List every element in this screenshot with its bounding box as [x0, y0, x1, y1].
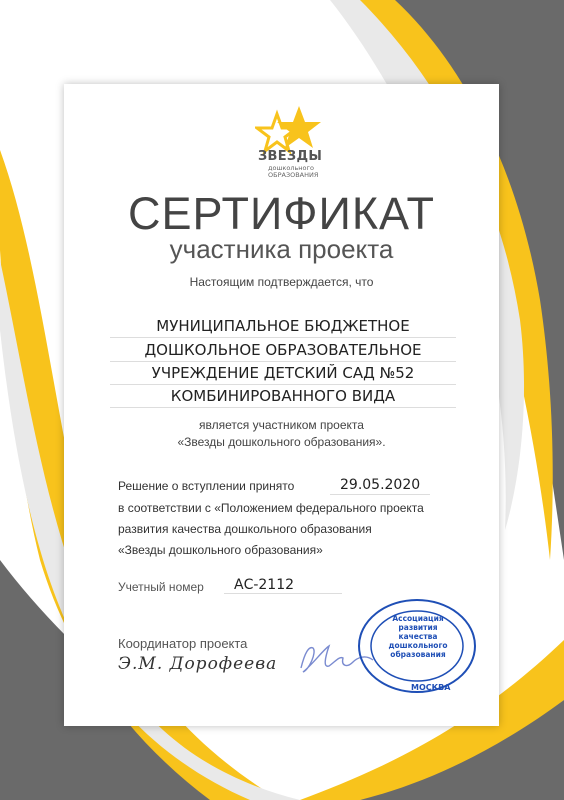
organization-line: УЧРЕЖДЕНИЕ ДЕТСКИЙ САД №52 — [110, 363, 456, 385]
coordinator-name: Э.М. Дорофеева — [118, 654, 278, 674]
organization-line: КОМБИНИРОВАННОГО ВИДА — [110, 386, 456, 408]
coordinator-label: Координатор проекта — [118, 636, 248, 651]
decision-label: Решение о вступлении принято — [118, 479, 295, 493]
certificate-subtitle: участника проекта — [169, 234, 394, 264]
seal-city: МОСКВА — [411, 683, 451, 692]
account-underline — [224, 593, 342, 594]
participant-line: «Звезды дошкольного образования». — [177, 435, 386, 449]
participant-line: является участником проекта — [199, 418, 364, 432]
date-underline — [330, 494, 430, 495]
logo-title: ЗВЕЗДЫ — [258, 149, 323, 164]
account-number: АС-2112 — [234, 577, 295, 593]
seal-text: Ассоциация развития качества дошкольного образования — [388, 614, 448, 659]
accordance-line: развития качества дошкольного образования — [118, 522, 372, 536]
certificate-title: СЕРТИФИКАТ — [127, 188, 436, 239]
account-label: Учетный номер — [118, 580, 204, 594]
organization-line: ДОШКОЛЬНОЕ ОБРАЗОВАТЕЛЬНОЕ — [110, 340, 456, 362]
accordance-line: в соответствии с «Положением федерального проекта — [118, 501, 424, 515]
logo-subtitle: дошкольного ОБРАЗОВАНИЯ — [268, 164, 319, 179]
accordance-line: «Звезды дошкольного образования» — [118, 543, 323, 557]
organization-line: МУНИЦИПАЛЬНОЕ БЮДЖЕТНОЕ — [110, 316, 456, 338]
decision-date: 29.05.2020 — [340, 477, 421, 493]
confirm-text: Настоящим подтверждается, что — [189, 275, 374, 289]
